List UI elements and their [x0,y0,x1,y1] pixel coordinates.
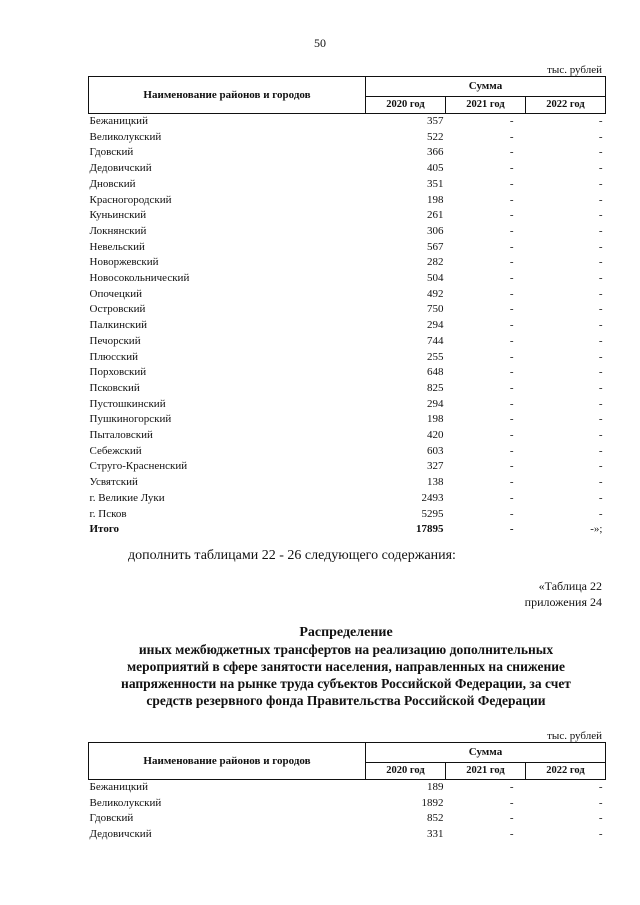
district-name-cell: Струго-Красненский [89,460,188,473]
district-name-cell: Дедовичский [89,162,152,175]
value-2021-cell: - [509,209,514,222]
value-2022-cell: - [598,350,603,363]
column-header-name: Наименование районов и городов [89,77,366,114]
value-2021-cell: - [509,507,514,520]
column-header-sum: Сумма [366,77,606,97]
value-2020-cell: 405 [427,162,444,175]
column-header-2021: 2021 год [446,96,526,113]
value-2022-cell: - [598,507,603,520]
value-2021-cell: - [509,115,514,127]
value-2021-cell: - [509,272,514,285]
table-heading [60,624,632,709]
value-2020-cell: 282 [427,256,444,269]
value-2020-cell: 504 [427,272,444,285]
value-2022-cell: - [598,812,603,825]
district-name-cell: Великолукский [89,796,162,809]
district-name-cell: Псковский [89,381,140,394]
table-row [89,161,606,177]
district-name-cell: Дновский [89,177,136,190]
column-header-2021: 2021 год [446,762,526,779]
district-name-cell: Пушкиногорский [89,413,172,426]
value-2020-cell: 567 [427,240,444,253]
value-2020-cell: 825 [427,381,444,394]
value-2021-cell: - [509,162,514,175]
value-2020-cell: 294 [427,319,444,332]
table-row [89,255,606,271]
value-2022-cell: - [598,334,603,347]
heading-line-5: средств резервного фонда Правительства Российской Федерации [146,693,546,708]
district-name-cell: Бежаницкий [89,115,148,127]
value-2021-cell: - [509,796,514,809]
district-name-cell: Пустошкинский [89,397,166,410]
district-name-cell: Плюсский [89,350,139,363]
table-row [89,318,606,334]
table-row [89,397,606,413]
table-row [89,145,606,161]
district-name-cell: Локнянский [89,224,147,237]
value-2022-cell: - [598,209,603,222]
value-2022-cell: - [598,781,603,793]
heading-line-2: иных межбюджетных трансфертов на реализацию дополнительных [138,642,554,657]
table-row [89,302,606,318]
value-2020-cell: 294 [427,397,444,410]
value-2020-cell: 255 [427,350,444,363]
table-row [89,412,606,428]
unit-label-2: тыс. рублей [547,730,602,742]
value-2021-cell: - [509,334,514,347]
heading-line-3: мероприятий в сфере занятости населения, направленных на снижение [126,659,566,674]
value-2022-cell: - [598,272,603,285]
value-2020-cell: 5295 [421,507,444,520]
value-2021-cell: - [509,319,514,332]
value-2022-cell: - [598,224,603,237]
district-name-cell: Красногородский [89,193,172,206]
district-name-cell: Новоржевский [89,256,159,269]
value-2021-cell: - [509,287,514,300]
value-2021-cell: - [509,397,514,410]
value-2020-cell: 522 [427,130,444,143]
value-2022-cell: - [598,460,603,473]
value-2022-cell: - [598,146,603,159]
table-row [89,193,606,209]
district-name-cell: Гдовский [89,812,134,825]
value-2020-cell: 351 [427,177,444,190]
value-2021-cell: - [509,476,514,489]
amendment-instruction: дополнить таблицами 22 - 26 следующего содержания: [128,548,456,563]
value-2020-cell: 189 [427,781,444,793]
value-2020-cell: 648 [427,366,444,379]
district-name-cell: Куньинский [89,209,147,222]
value-2022-cell: - [598,397,603,410]
district-name-cell: Невельский [89,240,145,253]
table-row [89,381,606,397]
district-name-cell: Великолукский [89,130,162,143]
value-2020-cell: 744 [427,334,444,347]
value-2021-cell: - [509,303,514,316]
transfers-table-1 [88,76,606,538]
table-row [89,780,606,796]
value-2022-cell: - [598,193,603,206]
value-2021-cell: - [509,193,514,206]
value-2021-cell: - [509,781,514,793]
transfers-table-2 [88,742,606,843]
value-2021-cell: - [509,413,514,426]
value-2020-cell: 357 [427,115,444,127]
value-2021-cell: - [509,177,514,190]
column-header-2020: 2020 год [366,762,446,779]
value-2021-cell: - [509,146,514,159]
value-2022-cell: - [598,177,603,190]
value-2020-cell: 852 [427,812,444,825]
value-2022-cell: - [598,162,603,175]
column-header-2022: 2022 год [526,96,606,113]
value-2021-cell: - [509,350,514,363]
table-row [89,507,606,523]
value-2020-cell: 2493 [421,491,444,504]
value-2022-cell: - [598,413,603,426]
value-2022-cell: - [598,476,603,489]
value-2020-cell: 750 [427,303,444,316]
value-2022-cell: - [598,130,603,143]
value-2021-cell: - [509,828,514,841]
value-2020-cell: 17895 [416,523,444,536]
table-row [89,459,606,475]
column-header-2020: 2020 год [366,96,446,113]
table-row [89,271,606,287]
column-header-sum: Сумма [366,743,606,763]
table-row [89,827,606,843]
table-row [89,475,606,491]
table-reference-number: «Таблица 22 [538,579,602,593]
value-2020-cell: 603 [427,444,444,457]
value-2022-cell: - [598,240,603,253]
value-2022-cell: - [598,287,603,300]
value-2020-cell: 327 [427,460,444,473]
value-2022-cell: - [598,115,603,127]
value-2021-cell: - [509,523,514,536]
district-name-cell: Усвятский [89,476,138,489]
value-2021-cell: - [509,812,514,825]
value-2021-cell: - [509,460,514,473]
table-row [89,491,606,507]
value-2022-cell: - [598,491,603,504]
value-2021-cell: - [509,491,514,504]
value-2021-cell: - [509,366,514,379]
value-2022-cell: - [598,319,603,332]
district-name-cell: Новосокольнический [89,272,190,285]
unit-label: тыс. рублей [547,64,602,76]
district-name-cell: Гдовский [89,146,134,159]
value-2020-cell: 366 [427,146,444,159]
district-name-cell: Палкинский [89,319,148,332]
value-2021-cell: - [509,240,514,253]
table-reference [525,578,602,610]
district-name-cell: Себежский [89,444,142,457]
value-2020-cell: 1892 [421,796,444,809]
value-2020-cell: 492 [427,287,444,300]
column-header-name: Наименование районов и городов [89,743,366,780]
value-2021-cell: - [509,381,514,394]
table-row [89,114,606,130]
district-name-cell: Бежаницкий [89,781,148,793]
value-2022-cell: - [598,381,603,394]
heading-line-4: напряженности на рынке труда субъектов Российской Федерации, за счет [121,676,571,691]
table-row [89,350,606,366]
table-row [89,177,606,193]
district-name-cell: Печорский [89,334,141,347]
table-row [89,208,606,224]
value-2021-cell: - [509,224,514,237]
table-row [89,444,606,460]
value-2022-cell: - [598,444,603,457]
value-2020-cell: 198 [427,413,444,426]
table-reference-appendix: приложения 24 [524,595,602,609]
district-name-cell: Островский [89,303,146,316]
value-2022-cell: - [598,429,603,442]
page-number: 50 [314,36,326,50]
value-2020-cell: 306 [427,224,444,237]
value-2020-cell: 138 [427,476,444,489]
value-2020-cell: 331 [427,828,444,841]
value-2021-cell: - [509,444,514,457]
district-name-cell: Пыталовский [89,429,153,442]
value-2020-cell: 420 [427,429,444,442]
value-2020-cell: 261 [427,209,444,222]
table-row [89,224,606,240]
value-2022-cell: - [598,796,603,809]
value-2021-cell: - [509,256,514,269]
table-row [89,287,606,303]
district-name-cell: г. Великие Луки [89,491,165,504]
column-header-2022: 2022 год [526,762,606,779]
district-name-cell: Опочецкий [89,287,142,300]
value-2022-cell: -»; [590,523,603,536]
table-row [89,428,606,444]
table-row [89,365,606,381]
table-row [89,796,606,812]
table-row [89,240,606,256]
table-row [89,130,606,146]
value-2022-cell: - [598,303,603,316]
heading-line-1: Распределение [299,625,393,640]
value-2021-cell: - [509,130,514,143]
table-row [89,811,606,827]
value-2022-cell: - [598,256,603,269]
value-2022-cell: - [598,366,603,379]
district-name-cell: Итого [89,523,120,536]
table-total-row [89,522,606,538]
table-row [89,334,606,350]
value-2020-cell: 198 [427,193,444,206]
value-2021-cell: - [509,429,514,442]
district-name-cell: г. Псков [89,507,127,520]
district-name-cell: Дедовичский [89,828,152,841]
value-2022-cell: - [598,828,603,841]
district-name-cell: Порховский [89,366,147,379]
